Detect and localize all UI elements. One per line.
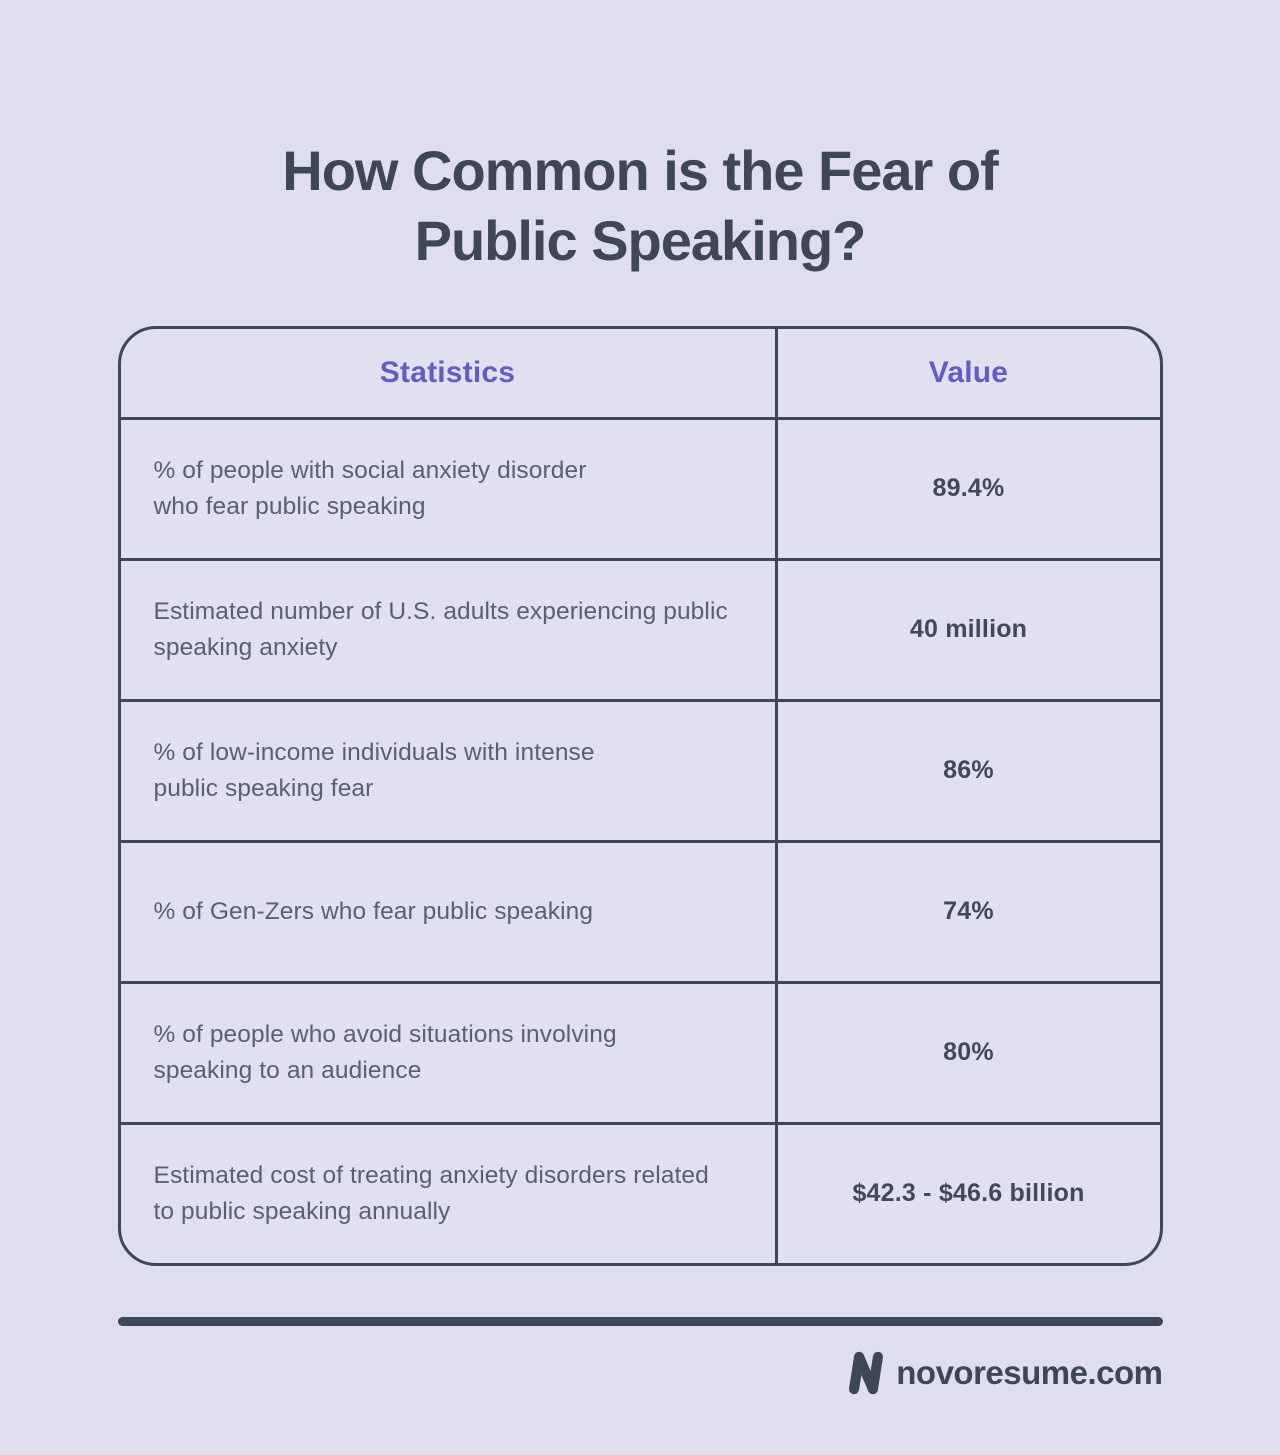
column-header-value: Value [775, 329, 1160, 417]
page-title [0, 38, 1280, 276]
table-row-value: 40 million [775, 558, 1160, 699]
table-row-statistic [121, 699, 775, 840]
statistic-text: Estimated number of U.S. adults experiencing public [153, 598, 728, 625]
novoresume-n-icon [843, 1350, 889, 1396]
statistic-text: % of Gen-Zers who fear public speaking [153, 897, 594, 925]
column-header-statistics: Statistics [379, 355, 516, 389]
statistic-text: % of people who avoid situations involving [153, 1021, 617, 1048]
table-row-value: 80% [775, 981, 1160, 1122]
table-row-statistic [121, 417, 775, 558]
statistic-text: public speaking fear [153, 774, 374, 802]
infographic [0, 38, 1280, 1455]
statistics-table [118, 326, 1163, 1266]
brand-footer [118, 1350, 1163, 1396]
statistic-text: to public speaking annually [153, 1197, 451, 1225]
page-title-line-1: How Common is the Fear of [282, 138, 998, 202]
footer-divider [118, 1317, 1163, 1326]
table-row-statistic [121, 558, 775, 699]
page-title-line-2: Public Speaking? [414, 208, 866, 272]
table-row-statistic [121, 840, 775, 981]
table-row-value: 74% [775, 840, 1160, 981]
statistic-text: % of people with social anxiety disorder [153, 457, 587, 484]
statistic-text: who fear public speaking [153, 492, 426, 520]
table-row-value: 89.4% [775, 417, 1160, 558]
brand-name: novoresume.com [896, 1353, 1163, 1391]
table-row-value: $42.3 - $46.6 billion [775, 1122, 1160, 1263]
table-row-statistic [121, 1122, 775, 1263]
statistic-text: speaking to an audience [153, 1056, 422, 1084]
table-row-statistic [121, 981, 775, 1122]
statistic-text: % of low-income individuals with intense [153, 739, 595, 766]
table-row-value: 86% [775, 699, 1160, 840]
statistic-text: speaking anxiety [153, 633, 338, 661]
statistic-text: Estimated cost of treating anxiety disorders related [153, 1162, 709, 1189]
